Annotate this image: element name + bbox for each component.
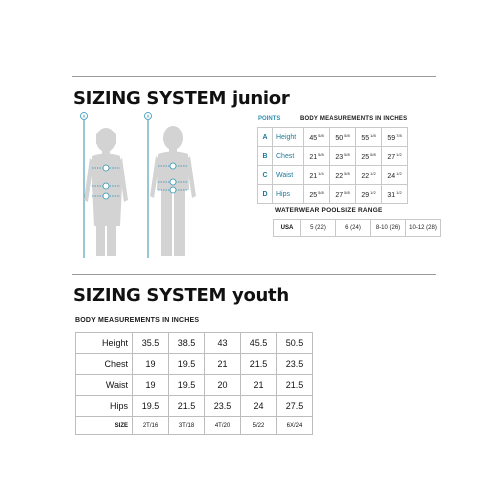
value-whole: 22 — [335, 172, 344, 180]
measurement-name: Chest — [273, 147, 304, 166]
cell-value: 23.5 — [205, 396, 241, 417]
value-whole: 55 — [361, 134, 370, 142]
measurement-value — [356, 147, 382, 166]
marker-c-boy-icon — [170, 179, 176, 185]
point-key: A — [258, 128, 273, 147]
row-label: Waist — [76, 375, 133, 396]
cell-value: 38.5 — [169, 333, 205, 354]
cell-value: 23.5 — [277, 354, 313, 375]
svg-text:A: A — [146, 114, 150, 119]
poolsize-row — [274, 220, 441, 237]
cell-value: 21.5 — [241, 354, 277, 375]
poolsize-heading: WATERWEAR POOLSIZE RANGE — [275, 207, 383, 214]
youth-row-hips — [76, 396, 313, 417]
junior-row-chest — [258, 147, 408, 166]
value-whole: 27 — [335, 191, 344, 199]
cell-value: 21.5 — [169, 396, 205, 417]
youth-measurements-table — [75, 332, 313, 435]
value-fraction: 5/8 — [344, 151, 350, 157]
cell-value: 21 — [205, 354, 241, 375]
cell-value: 2T/16 — [133, 417, 169, 435]
youth-row-chest — [76, 354, 313, 375]
junior-row-waist — [258, 166, 408, 185]
measurement-value — [356, 185, 382, 204]
measurement-value — [330, 185, 356, 204]
girl-figure — [84, 128, 128, 256]
poolsize-value: 5 (22) — [301, 220, 336, 237]
marker-d-girl-icon — [103, 193, 109, 199]
youth-row-size — [76, 417, 313, 435]
cell-value: 27.5 — [277, 396, 313, 417]
measurement-value — [382, 185, 408, 204]
cell-value: 50.5 — [277, 333, 313, 354]
value-whole: 31 — [387, 191, 396, 199]
measurement-value — [330, 128, 356, 147]
value-fraction: 5/8 — [344, 189, 350, 195]
cell-value: 19 — [133, 375, 169, 396]
value-fraction: 1/2 — [396, 151, 402, 157]
value-fraction: 1/2 — [396, 189, 402, 195]
point-key: B — [258, 147, 273, 166]
junior-measurements-table — [257, 127, 408, 204]
measurement-value — [382, 147, 408, 166]
cell-value: 19.5 — [133, 396, 169, 417]
value-fraction: 5/8 — [318, 189, 324, 195]
value-whole: 24 — [387, 172, 396, 180]
cell-value: 6X/24 — [277, 417, 313, 435]
value-fraction: 7/8 — [396, 132, 402, 138]
cell-value: 21.5 — [277, 375, 313, 396]
value-whole: 27 — [387, 153, 396, 161]
measurement-value — [304, 147, 330, 166]
measurement-value — [304, 166, 330, 185]
poolsize-value: 8-10 (26) — [371, 220, 406, 237]
value-fraction: 5/8 — [318, 132, 324, 138]
cell-value: 20 — [205, 375, 241, 396]
row-label: Height — [76, 333, 133, 354]
top-divider — [72, 76, 436, 77]
cell-value: 4T/20 — [205, 417, 241, 435]
value-fraction: 1/8 — [370, 132, 376, 138]
value-fraction: 1/2 — [370, 170, 376, 176]
cell-value: 45.5 — [241, 333, 277, 354]
poolsize-table — [273, 219, 441, 237]
measurement-value — [304, 128, 330, 147]
point-key: D — [258, 185, 273, 204]
cell-value: 43 — [205, 333, 241, 354]
points-label: POINTS — [258, 116, 281, 122]
row-label: SIZE — [76, 417, 133, 435]
cell-value: 19 — [133, 354, 169, 375]
value-whole: 21 — [309, 153, 318, 161]
svg-text:A: A — [82, 114, 86, 119]
cell-value: 21 — [241, 375, 277, 396]
cell-value: 35.5 — [133, 333, 169, 354]
value-whole: 45 — [309, 134, 318, 142]
cell-value: 3T/18 — [169, 417, 205, 435]
value-fraction: 5/8 — [344, 170, 350, 176]
middle-divider — [72, 274, 436, 275]
youth-body-heading: BODY MEASUREMENTS IN INCHES — [75, 317, 200, 324]
marker-b-boy-icon — [170, 163, 176, 169]
poolsize-value: 10-12 (28) — [406, 220, 441, 237]
junior-figures-illustration — [72, 110, 202, 260]
value-fraction: 1/4 — [318, 170, 324, 176]
row-label: Hips — [76, 396, 133, 417]
marker-b-girl-icon — [103, 165, 109, 171]
measurement-name: Height — [273, 128, 304, 147]
measurement-name: Hips — [273, 185, 304, 204]
junior-body-heading: BODY MEASUREMENTS IN INCHES — [300, 116, 408, 122]
value-whole: 50 — [335, 134, 344, 142]
value-fraction: 5/8 — [370, 151, 376, 157]
measurement-name: Waist — [273, 166, 304, 185]
value-whole: 25 — [361, 153, 370, 161]
value-fraction: 1/2 — [396, 170, 402, 176]
poolsize-usa-label: USA — [274, 220, 301, 237]
youth-row-waist — [76, 375, 313, 396]
cell-value: 19.5 — [169, 375, 205, 396]
measurement-value — [356, 166, 382, 185]
point-key: C — [258, 166, 273, 185]
cell-value: 19.5 — [169, 354, 205, 375]
value-whole: 25 — [309, 191, 318, 199]
value-fraction: 5/8 — [318, 151, 324, 157]
youth-title: SIZING SYSTEM youth — [73, 285, 289, 306]
value-whole: 59 — [387, 134, 396, 142]
youth-row-height — [76, 333, 313, 354]
row-label: Chest — [76, 354, 133, 375]
measurement-value — [330, 166, 356, 185]
measurement-value — [356, 128, 382, 147]
poolsize-value: 6 (24) — [336, 220, 371, 237]
measurement-value — [330, 147, 356, 166]
measurement-value — [382, 128, 408, 147]
measurement-value — [382, 166, 408, 185]
junior-row-hips — [258, 185, 408, 204]
cell-value: 5/22 — [241, 417, 277, 435]
value-whole: 22 — [361, 172, 370, 180]
measurement-value — [304, 185, 330, 204]
marker-c-girl-icon — [103, 183, 109, 189]
value-fraction: 1/2 — [370, 189, 376, 195]
cell-value: 24 — [241, 396, 277, 417]
junior-title: SIZING SYSTEM junior — [73, 88, 290, 109]
marker-d-boy-icon — [170, 187, 176, 193]
value-fraction: 5/8 — [344, 132, 350, 138]
value-whole: 21 — [309, 172, 318, 180]
value-whole: 23 — [335, 153, 344, 161]
junior-row-height — [258, 128, 408, 147]
value-whole: 29 — [361, 191, 370, 199]
